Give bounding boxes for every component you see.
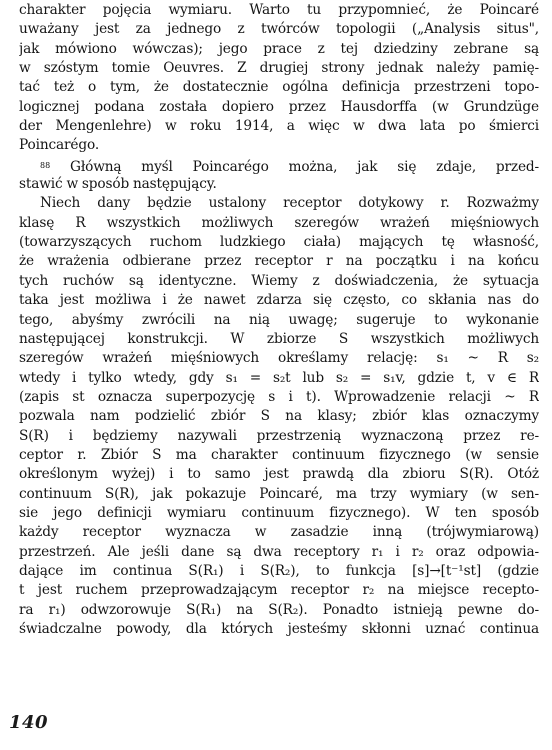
text-line: (zapis st oznacza superpozycję s i t). Wprowadzenie relacji ~ R xyxy=(19,388,539,405)
text-line: dające im continua S(R₁) i S(R₂), to funkcja [s]→[t⁻¹st] (gdzie xyxy=(19,562,539,579)
text-line: logicznej podana została dopiero przez Hausdorffa (w Grundzüge xyxy=(19,98,539,115)
text-line: że wrażenia odbierane przez receptor r na początku i na końcu xyxy=(19,253,539,270)
page-number: 140 xyxy=(9,712,49,733)
text-line: taka jest możliwa i że nawet zdarza się często, co skłania nas do xyxy=(19,292,539,309)
text-line: wtedy i tylko wtedy, gdy s₁ = s₂t lub s₂ = s₁v, gdzie t, v ∈ R xyxy=(19,369,539,386)
text-line: klasę R wszystkich możliwych szeregów wrażeń mięśniowych xyxy=(19,214,539,231)
body-text xyxy=(19,1,539,639)
text-line: szeregów wrażeń mięśniowych określamy relację: s₁ ~ R s₂ xyxy=(19,350,539,367)
text-line: t jest ruchem przeprowadzającym receptor r₂ na miejsce recepto- xyxy=(19,582,539,599)
text-line: pozwala nam podzielić zbiór S na klasy; zbiór klas oznaczymy xyxy=(19,408,539,425)
text-line: sie jego definicji wymiaru continuum fizycznego). W ten sposób xyxy=(19,504,539,521)
text-line: tego, abyśmy zwrócili na nią uwagę; sugeruje to wykonanie xyxy=(19,311,539,328)
text-line: następującej konstrukcji. W zbiorze S wszystkich możliwych xyxy=(19,330,539,347)
text-line: w szóstym tomie Oeuvres. Z drugiej strony jednak należy pamię- xyxy=(19,60,539,77)
text-line: der Mengenlehre) w roku 1914, a więc w dwa lata po śmierci xyxy=(19,118,539,135)
text-line: określonym wyżej) i to samo jest prawdą dla zbioru S(R). Otóż xyxy=(19,466,539,483)
text-line-with-footnote xyxy=(19,156,539,175)
text-line: (towarzyszących ruchom ludzkiego ciała) mających tę własność, xyxy=(19,234,539,251)
footnote-marker: 88 xyxy=(40,160,51,170)
text-line: tych ruchów są identyczne. Wiemy z doświadczenia, że sytuacja xyxy=(19,272,539,289)
text-line: jak mówiono wówczas); jego prace z tej dziedziny zebrane są xyxy=(19,40,539,57)
text-line: Główną myśl Poincarégo można, jak się zdaje, przed- xyxy=(70,158,539,175)
text-line: ra r₁) odwzorowuje S(R₁) na S(R₂). Ponadto istnieją pewne do- xyxy=(19,601,539,618)
text-line: tać też o tym, że dostatecznie ogólna definicja przestrzeni topo- xyxy=(19,79,539,96)
text-line: przestrzeń. Ale jeśli dane są dwa receptory r₁ i r₂ oraz odpowia- xyxy=(19,543,539,560)
text-line: każdy receptor wyznacza w zasadzie inną (trójwymiarową) xyxy=(19,524,539,541)
text-line: Niech dany będzie ustalony receptor dotykowy r. Rozważmy xyxy=(40,195,539,212)
text-line: continuum S(R), jak pokazuje Poincaré, ma trzy wymiary (w sen- xyxy=(19,485,539,502)
text-line: stawić w sposób następujący. xyxy=(19,176,217,193)
text-line: charakter pojęcia wymiaru. Warto tu przypomnieć, że Poincaré xyxy=(19,2,539,18)
text-line: S(R) i będziemy nazywali przestrzenią wyznaczoną przez re- xyxy=(19,427,539,444)
text-line: Poincarégo. xyxy=(19,137,100,154)
text-line: świadczalne powody, dla których jesteśmy skłonni uznać continua xyxy=(19,621,539,637)
text-line: ceptor r. Zbiór S ma charakter continuum fizycznego (w sensie xyxy=(19,446,539,463)
text-line: uważany jest za jednego z twórców topologii („Analysis situs", xyxy=(19,21,539,38)
